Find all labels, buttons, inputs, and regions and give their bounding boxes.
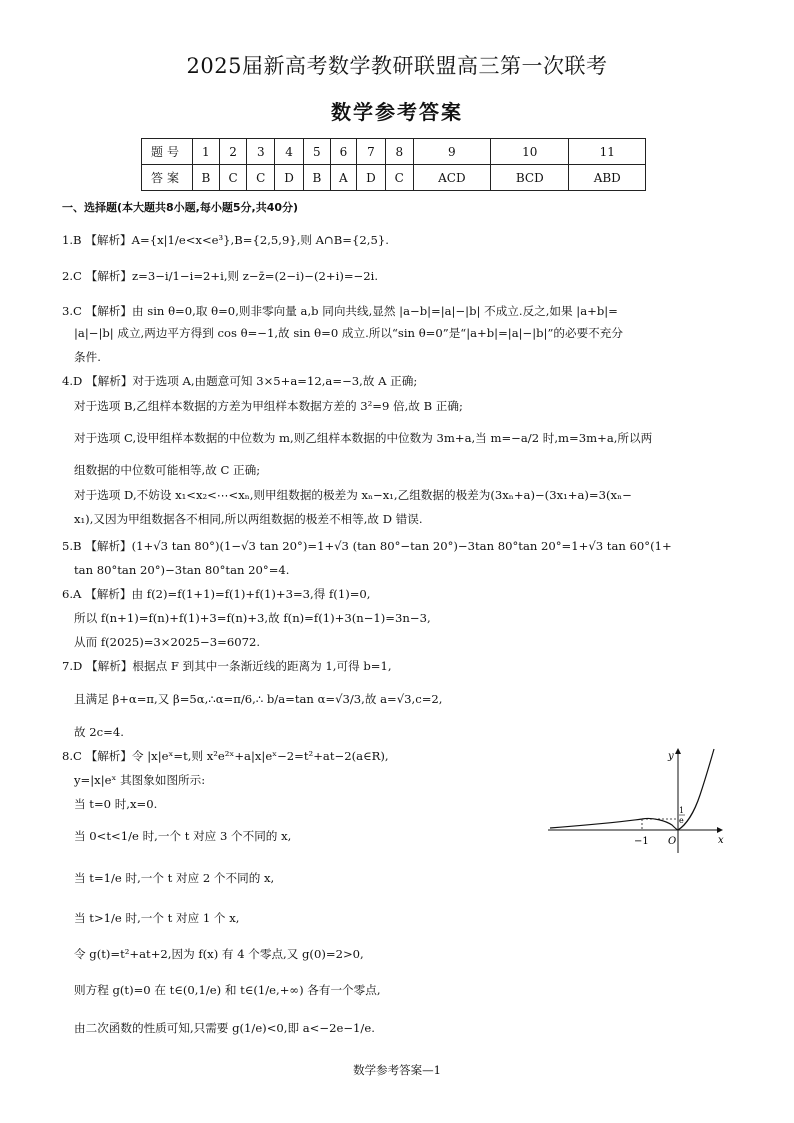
origin-label: O <box>668 836 677 847</box>
solution-q8-line2: y=|x|eˣ 其图象如图所示: <box>74 773 206 787</box>
table-cell: BCD <box>491 165 569 191</box>
solution-q5-line1: 5.B 【解析】(1+√3 tan 80°)(1−√3 tan 20°)=1+√3 (tan 80°−tan 20°)−3tan 80°tan 20°=1+√3 tan 60°(1+ <box>62 539 672 553</box>
solution-q4-line2: 对于选项 B,乙组样本数据的方差为甲组样本数据方差的 3²=9 倍,故 B 正确; <box>74 399 463 413</box>
solution-q8-line4: 当 0<t<1/e 时,一个 t 对应 3 个不同的 x, <box>74 829 292 843</box>
solution-q7-line1: 7.D 【解析】根据点 F 到其中一条渐近线的距离为 1,可得 b=1, <box>62 659 392 673</box>
answer-table <box>141 138 646 191</box>
solution-q3-line1: 3.C 【解析】由 sin θ=0,取 θ=0,则非零向量 a,b 同向共线,显然 |a−b|=|a|−|b| 不成立.反之,如果 |a+b|= <box>62 304 618 318</box>
solution-q8-line8: 则方程 g(t)=0 在 t∈(0,1/e) 和 t∈(1/e,+∞) 各有一个零点, <box>74 983 381 997</box>
solution-q8-line5: 当 t=1/e 时,一个 t 对应 2 个不同的 x, <box>74 871 275 885</box>
neg-one-label: −1 <box>634 836 649 847</box>
table-cell: 1 <box>193 139 220 165</box>
table-cell: B <box>193 165 220 191</box>
solution-q6-line1: 6.A 【解析】由 f(2)=f(1+1)=f(1)+f(1)+3=3,得 f(1)=0, <box>62 587 371 601</box>
table-cell: B <box>304 165 331 191</box>
curve-y-abs-x-ex <box>550 749 714 830</box>
document-title: 2025届新高考数学教研联盟高三第一次联考 <box>186 54 608 78</box>
section-heading: 一、选择题(本大题共8小题,每小题5分,共40分) <box>62 201 299 214</box>
tick-one-over-e-denominator: e <box>679 816 684 825</box>
solution-q4-line3: 对于选项 C,设甲组样本数据的中位数为 m,则乙组样本数据的中位数为 3m+a,当 m=−a/2 时,m=3m+a,所以两 <box>74 431 653 445</box>
solution-q3-line2: |a|−|b| 成立,两边平方得到 cos θ=−1,故 sin θ=0 成立.所以“sin θ=0”是“|a+b|=|a|−|b|”的必要不充分 <box>74 326 623 340</box>
table-cell: 3 <box>247 139 275 165</box>
solution-q1: 1.B 【解析】A={x|1/e<x<e³},B={2,5,9},则 A∩B={2,5}. <box>62 233 389 247</box>
table-header-answer: 答案 <box>142 165 193 191</box>
solution-q8-line6: 当 t>1/e 时,一个 t 对应 1 个 x, <box>74 911 240 925</box>
solution-q4-line5: 对于选项 D,不妨设 x₁<x₂<⋯<xₙ,则甲组数据的极差为 xₙ−x₁,乙组数据的极差为(3xₙ+a)−(3x₁+a)=3(xₙ− <box>74 488 632 502</box>
table-cell: 6 <box>330 139 356 165</box>
solution-q4-line4: 组数据的中位数可能相等,故 C 正确; <box>74 463 261 477</box>
table-cell: 8 <box>385 139 413 165</box>
table-cell: ACD <box>413 165 490 191</box>
table-cell: 10 <box>491 139 569 165</box>
table-cell: 2 <box>219 139 247 165</box>
solution-q6-line3: 从而 f(2025)=3×2025−3=6072. <box>74 635 261 649</box>
tick-one-over-e-numerator: 1 <box>679 806 685 815</box>
solution-q7-line3: 故 2c=4. <box>74 725 124 739</box>
solution-q3-line3: 条件. <box>74 350 101 364</box>
solution-q4-line1: 4.D 【解析】对于选项 A,由题意可知 3×5+a=12,a=−3,故 A 正确; <box>62 374 418 388</box>
solution-q8-line1: 8.C 【解析】令 |x|eˣ=t,则 x²e²ˣ+a|x|eˣ−2=t²+at−2(a∈R), <box>62 749 389 763</box>
solution-q8-line9: 由二次函数的性质可知,只需要 g(1/e)<0,即 a<−2e−1/e. <box>74 1021 375 1035</box>
solution-q6-line2: 所以 f(n+1)=f(n)+f(1)+3=f(n)+3,故 f(n)=f(1)+3(n−1)=3n−3, <box>74 611 431 625</box>
table-cell: 9 <box>413 139 490 165</box>
table-header-number: 题号 <box>142 139 193 165</box>
solution-q7-line2: 且满足 β+α=π,又 β=5α,∴α=π/6,∴ b/a=tan α=√3/3,故 a=√3,c=2, <box>74 692 443 706</box>
page-footer: 数学参考答案—1 <box>353 1063 441 1077</box>
table-cell: ABD <box>569 165 646 191</box>
table-cell: 5 <box>304 139 331 165</box>
document-subtitle: 数学参考答案 <box>331 100 463 124</box>
table-cell: 4 <box>275 139 304 165</box>
x-axis-label: x <box>718 835 724 846</box>
table-cell: C <box>385 165 413 191</box>
solution-q4-line6: x₁),又因为甲组数据各不相同,所以两组数据的极差不相等,故 D 错误. <box>74 512 423 526</box>
solution-q5-line2: tan 80°tan 20°)−3tan 80°tan 20°=4. <box>74 563 290 577</box>
answer-table-number-row <box>142 139 646 165</box>
function-graph <box>548 745 728 855</box>
table-cell: D <box>275 165 304 191</box>
table-cell: D <box>357 165 386 191</box>
solution-q8-line3: 当 t=0 时,x=0. <box>74 797 158 811</box>
table-cell: C <box>247 165 275 191</box>
table-cell: A <box>330 165 356 191</box>
y-axis-label: y <box>668 751 674 762</box>
table-cell: 7 <box>357 139 386 165</box>
answer-table-answer-row <box>142 165 646 191</box>
solution-q2: 2.C 【解析】z=3−i/1−i=2+i,则 z−z̄=(2−i)−(2+i)=−2i. <box>62 269 379 283</box>
table-cell: C <box>219 165 247 191</box>
solution-q8-line7: 令 g(t)=t²+at+2,因为 f(x) 有 4 个零点,又 g(0)=2>0, <box>74 947 364 961</box>
table-cell: 11 <box>569 139 646 165</box>
